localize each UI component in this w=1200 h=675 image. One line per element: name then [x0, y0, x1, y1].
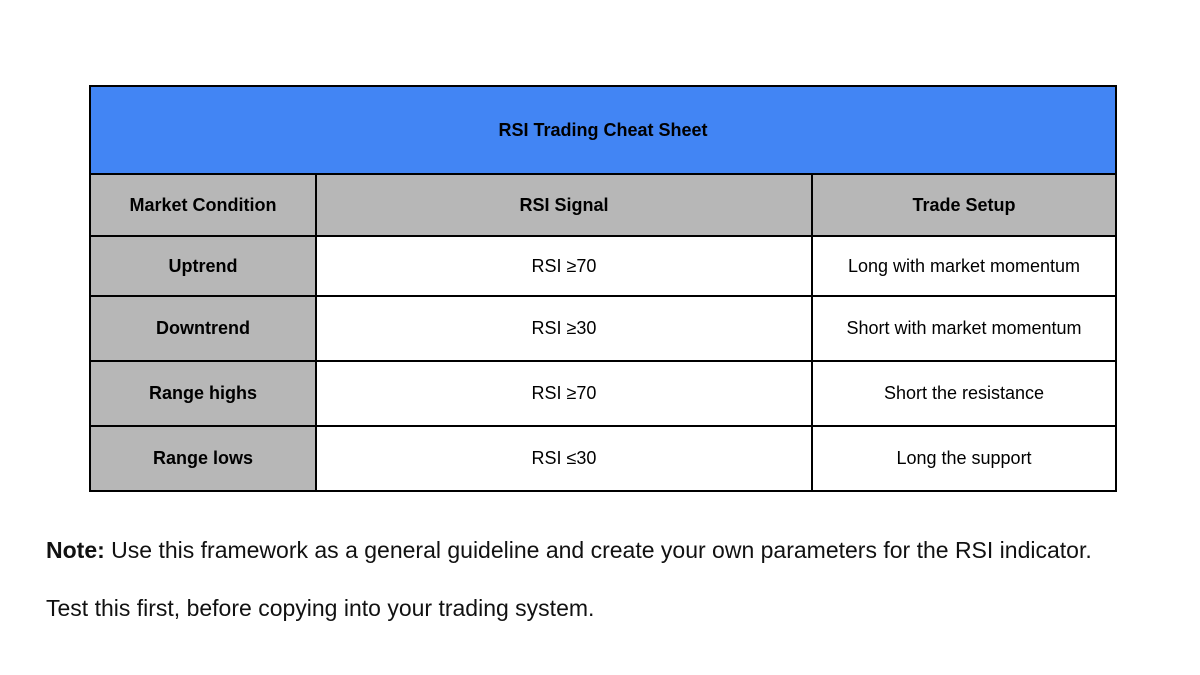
note-paragraph — [46, 537, 1092, 564]
setup-cell: Long the support — [812, 426, 1116, 491]
table-title-row — [90, 86, 1116, 174]
table-row — [90, 296, 1116, 361]
condition-cell: Range lows — [90, 426, 316, 491]
test-first-paragraph: Test this first, before copying into your trading system. — [46, 595, 595, 621]
header-rsi-signal: RSI Signal — [316, 174, 812, 236]
table-row — [90, 236, 1116, 296]
condition-cell: Range highs — [90, 361, 316, 426]
table-row — [90, 426, 1116, 491]
signal-cell: RSI ≥70 — [316, 361, 812, 426]
condition-cell: Downtrend — [90, 296, 316, 361]
signal-cell: RSI ≥30 — [316, 296, 812, 361]
table-header-row — [90, 174, 1116, 236]
setup-cell: Short with market momentum — [812, 296, 1116, 361]
rsi-cheat-sheet-table — [89, 85, 1117, 492]
note-label: Note: — [46, 537, 105, 563]
signal-cell: RSI ≥70 — [316, 236, 812, 296]
setup-cell: Long with market momentum — [812, 236, 1116, 296]
condition-cell: Uptrend — [90, 236, 316, 296]
header-trade-setup: Trade Setup — [812, 174, 1116, 236]
header-market-condition: Market Condition — [90, 174, 316, 236]
table-row — [90, 361, 1116, 426]
setup-cell: Short the resistance — [812, 361, 1116, 426]
table-title: RSI Trading Cheat Sheet — [90, 86, 1116, 174]
note-text: Use this framework as a general guideline and create your own parameters for the RSI indicator. — [111, 537, 1092, 563]
signal-cell: RSI ≤30 — [316, 426, 812, 491]
